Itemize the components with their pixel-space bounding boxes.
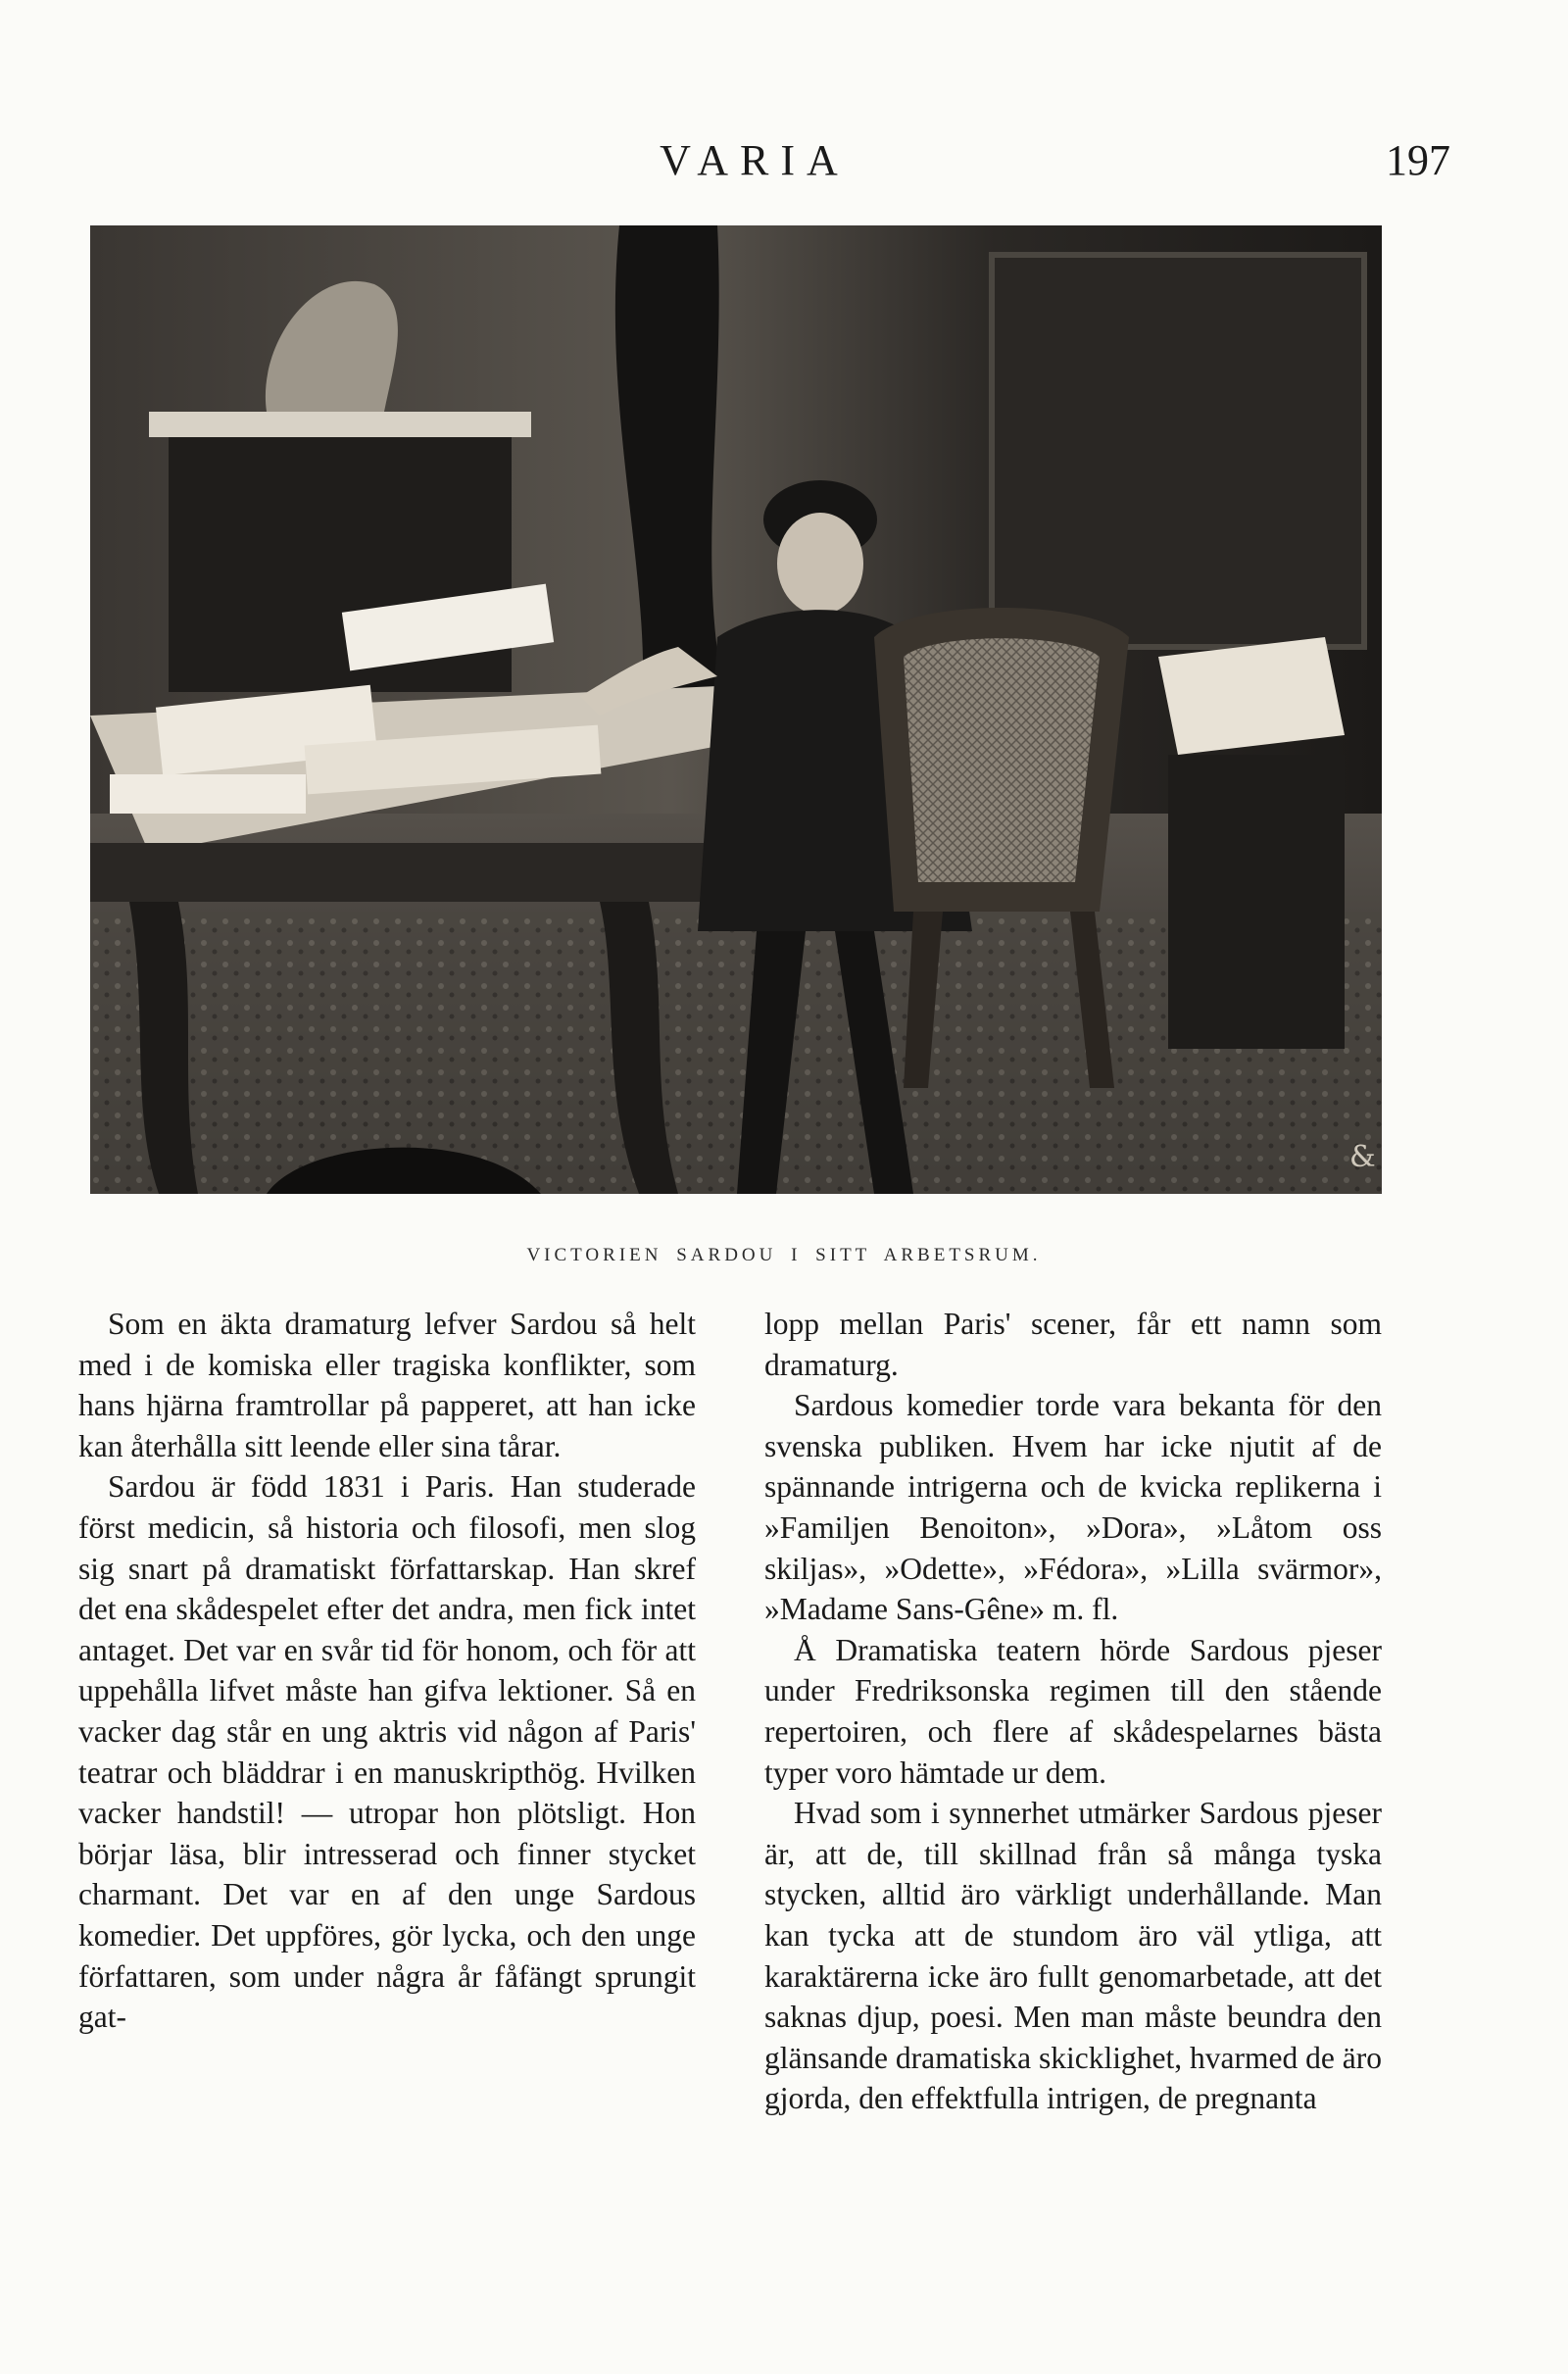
running-title: VARIA — [660, 136, 850, 184]
page-number: 197 — [1386, 136, 1450, 184]
face — [777, 513, 863, 615]
chair-cane — [904, 638, 1100, 882]
photo-illustration — [90, 225, 1382, 1194]
paragraph: Å Dramatiska teatern hörde Sardous pjeser under Fredriksonska regimen till den stående repertoiren, och flere af skådespelarnes bästa typer voro hämtade ur dem. — [764, 1632, 1382, 1790]
photographer-mark: & — [1349, 1140, 1376, 1174]
desk-apron — [90, 843, 717, 902]
paragraph: Sardou är född 1831 i Paris. Han studerade först medicin, så historia och filosofi, men slog sig snart på dramatiskt författarskap. Han skref det ena skådespelet efter det andra, men fick intet antaget. Det var en svår tid för honom, och för att uppehålla lifvet måste han gifva lektioner. Så en vacker dag står en ung aktris vid någon af Paris' teatrar och bläddrar i en manuskripthög. Hvilken vacker handstil! — utropar hon plötsligt. Hon börjar läsa, blir intresserad och finner stycket charmant. Det var en af den unge Sardous komedier. Det uppföres, gör lycka, och den unge författaren, som under några år fåfängt sprungit gat- — [78, 1469, 696, 2035]
text-column-left — [78, 1304, 696, 2038]
paragraph: Sardous komedier torde vara bekanta för den svenska publiken. Hvem har icke njutit af de spännande intrigerna och de kvicka replikerna i »Familjen Benoiton», »Dora», »Låtom oss skiljas», »Odette», »Fédora», »Lilla svärmor», »Madame Sans-Gêne» m. fl. — [764, 1388, 1382, 1627]
text-column-right — [764, 1304, 1382, 2119]
paragraph: Som en äkta dramaturg lefver Sardou så helt med i de komiska eller tragiska konflikter, som hans hjärna framtrollar på papperet, att han icke kan återhålla sitt leende eller sina tårar. — [78, 1307, 696, 1463]
photograph-sardou-at-desk — [90, 225, 1382, 1194]
running-head — [0, 135, 1568, 184]
side-papers — [1158, 637, 1345, 755]
mantel-shelf — [149, 412, 531, 437]
paragraph: Hvad som i synnerhet utmärker Sardous pjeser är, att de, till skillnad från så många tyska stycken, alltid äro värkligt underhållande. Man kan tycka att de stundom äro väl ytliga, att karaktärerna icke äro fullt genomarbetade, att det saknas djup, poesi. Men man måste beundra den glänsande dramatiska skicklighet, hvarmed de äro gjorda, den effektfulla intrigen, de pregnanta — [764, 1796, 1382, 2116]
painting — [992, 255, 1364, 647]
paragraph: lopp mellan Paris' scener, får ett namn som dramaturg. — [764, 1307, 1382, 1382]
photo-caption: VICTORIEN SARDOU I SITT ARBETSRUM. — [526, 1245, 1042, 1265]
side-table — [1168, 755, 1345, 1049]
papers-stack — [110, 774, 306, 814]
